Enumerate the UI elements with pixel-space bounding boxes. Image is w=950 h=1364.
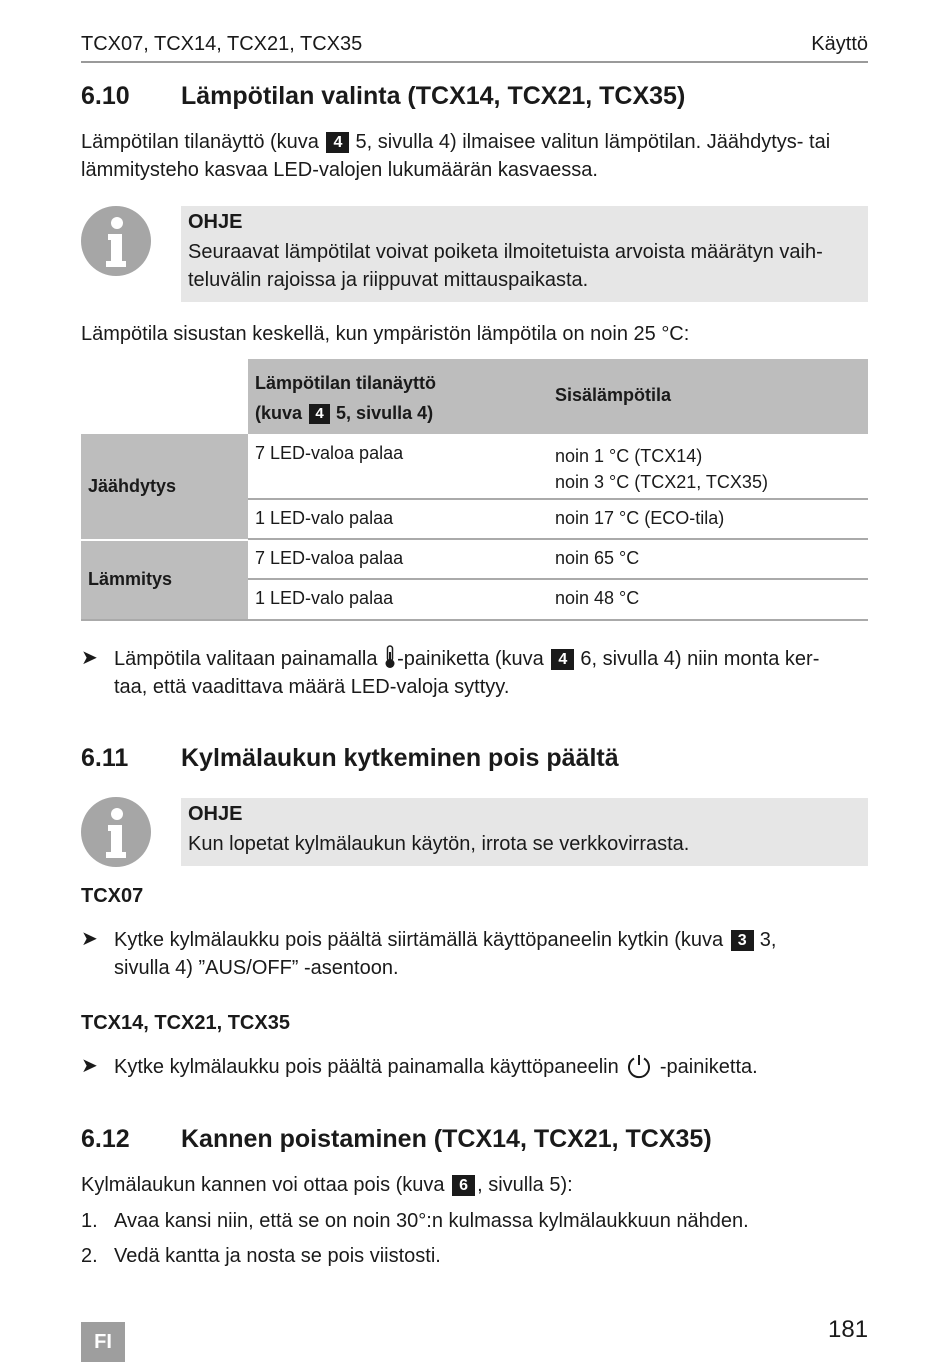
info-icon — [81, 206, 151, 276]
instruction-text — [114, 926, 868, 982]
figure-badge: 4 — [551, 649, 574, 670]
instruction-step — [81, 1053, 868, 1083]
table-header-display — [255, 368, 436, 428]
step-text: Lämpötila valitaan painamalla — [114, 648, 378, 670]
step-text: -painiketta. — [659, 1056, 758, 1078]
intro-text: Kylmälaukun kannen voi ottaa pois (kuva — [81, 1174, 445, 1196]
temperature-table — [81, 359, 868, 621]
note-text: Kun lopetat kylmälaukun käytön, irrota se verkkovirrasta. — [188, 833, 690, 855]
note-title: OHJE — [188, 211, 243, 233]
figure-badge: 6 — [452, 1175, 475, 1196]
section-heading-6-12 — [81, 1125, 868, 1157]
intro-text: , sivulla 5): — [477, 1174, 573, 1196]
row-divider — [248, 498, 868, 500]
note-box — [181, 206, 868, 302]
page-number: 181 — [828, 1316, 869, 1343]
header-text: (kuva — [255, 403, 303, 423]
header-text: Lämpötilan tilanäyttö — [255, 373, 437, 393]
instruction-step — [81, 926, 868, 986]
section-title: Kannen poistaminen (TCX14, TCX21, TCX35) — [181, 1125, 712, 1153]
step-text: 3, — [759, 929, 777, 951]
temp-line: noin 3 °C (TCX21, TCX35) — [555, 472, 768, 492]
step-text: taa, että vaadittava määrä LED-valoja syttyy. — [114, 676, 510, 698]
section-title: Lämpötilan valinta (TCX14, TCX21, TCX35) — [181, 82, 686, 110]
bullet-arrow: ➤ — [81, 647, 98, 669]
table-cell-display: 1 LED-valo palaa — [255, 508, 394, 528]
table-cell-display: 1 LED-valo palaa — [255, 588, 394, 608]
figure-badge: 4 — [326, 132, 349, 153]
step-text: Kytke kylmälaukku pois päältä painamalla käyttöpaneelin — [114, 1056, 619, 1078]
figure-badge: 4 — [309, 404, 330, 424]
step-number: 2. — [81, 1245, 98, 1267]
intro-paragraph — [81, 1171, 573, 1199]
bullet-arrow: ➤ — [81, 1055, 98, 1077]
temp-line: noin 1 °C (TCX14) — [555, 446, 703, 466]
table-cell-temperature: noin 17 °C (ECO-tila) — [555, 508, 725, 528]
section-number: 6.10 — [81, 82, 130, 110]
header-text: 5, sivulla 4) — [336, 403, 434, 423]
note-line: Seuraavat lämpötilat voivat poiketa ilmoitetuista arvoista määrätyn vaih- — [188, 241, 823, 263]
intro-text: lämmitysteho kasvaa LED-valojen lukumäärän kasvaessa. — [81, 159, 598, 181]
note-title: OHJE — [188, 803, 243, 825]
section-heading-6-11 — [81, 744, 868, 776]
table-cell-temperature: noin 48 °C — [555, 588, 640, 608]
running-header-section: Käyttö — [811, 33, 868, 55]
figure-badge: 3 — [731, 930, 754, 951]
subheading-tcx07: TCX07 — [81, 885, 144, 907]
thermometer-icon — [383, 645, 397, 669]
section-heading-6-10 — [81, 82, 868, 114]
table-cell-temperature — [555, 443, 768, 495]
subheading-tcx14-21-35: TCX14, TCX21, TCX35 — [81, 1012, 290, 1034]
power-icon — [626, 1053, 652, 1079]
section-number: 6.11 — [81, 744, 129, 772]
intro-text: Lämpötilan tilanäyttö (kuva — [81, 131, 319, 153]
step-text: sivulla 4) ”AUS/OFF” -asentoon. — [114, 957, 399, 979]
instruction-text — [114, 1053, 868, 1081]
header-rule — [81, 61, 868, 63]
step-number: 1. — [81, 1210, 98, 1232]
bullet-arrow: ➤ — [81, 928, 98, 950]
row-divider — [248, 578, 868, 580]
group-label-cooling: Jäähdytys — [88, 476, 177, 496]
step-text: Avaa kansi niin, että se on noin 30°:n kulmassa kylmälaukkuun nähden. — [114, 1210, 749, 1232]
step-text: 6, sivulla 4) niin monta ker- — [580, 648, 820, 670]
section-number: 6.12 — [81, 1125, 130, 1153]
table-cell-display: 7 LED-valoa palaa — [255, 443, 404, 463]
table-cell-display: 7 LED-valoa palaa — [255, 548, 404, 568]
section-title: Kylmälaukun kytkeminen pois päältä — [181, 744, 619, 772]
group-label-heating: Lämmitys — [88, 569, 173, 589]
info-icon — [81, 797, 151, 867]
instruction-text — [114, 645, 868, 701]
note-line: teluvälin rajoissa ja riippuvat mittauspaikasta. — [188, 269, 589, 291]
intro-paragraph — [81, 128, 871, 184]
row-divider — [248, 538, 868, 540]
table-header-temperature: Sisälämpötila — [555, 385, 672, 405]
table-caption: Lämpötila sisustan keskellä, kun ympäristön lämpötila on noin 25 °C: — [81, 323, 690, 345]
step-text: Kytke kylmälaukku pois päältä siirtämällä käyttöpaneelin kytkin (kuva — [114, 929, 724, 951]
instruction-step — [81, 645, 868, 705]
note-box — [181, 798, 868, 866]
step-text: Vedä kantta ja nosta se pois viistosti. — [114, 1245, 441, 1267]
language-tab: FI — [81, 1322, 125, 1362]
table-cell-temperature: noin 65 °C — [555, 548, 640, 568]
table-bottom-rule — [81, 619, 868, 621]
step-text: -painiketta (kuva — [397, 648, 544, 670]
running-header-models: TCX07, TCX14, TCX21, TCX35 — [81, 33, 363, 55]
intro-text: 5, sivulla 4) ilmaisee valitun lämpötilan. Jäähdytys- tai — [355, 131, 831, 153]
note-text — [188, 238, 858, 294]
